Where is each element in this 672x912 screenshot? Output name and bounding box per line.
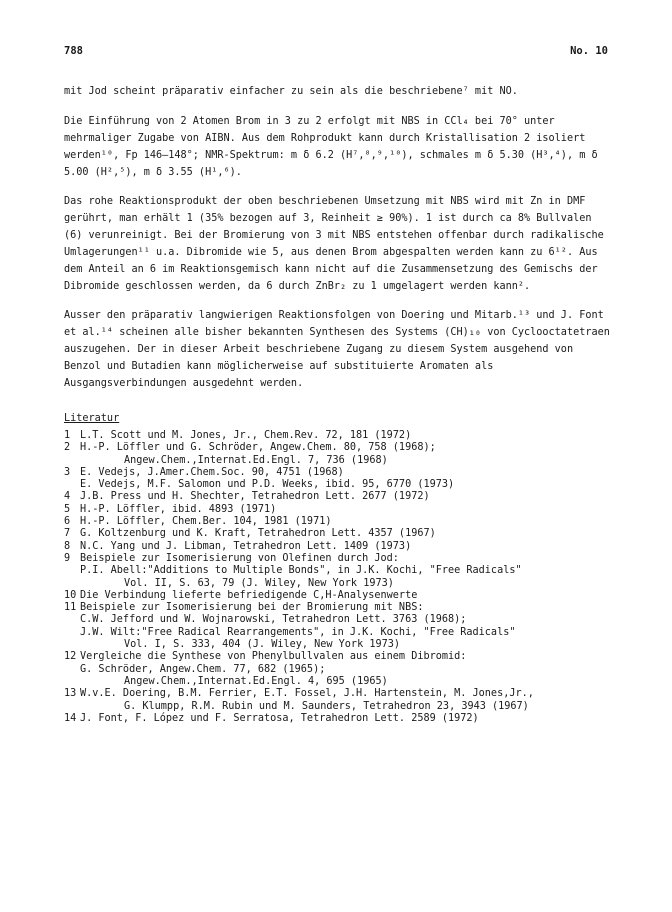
paragraph-2: Die Einführung von 2 Atomen Brom in 3 zu 2 erfolgt mit NBS in CCl₄ bei 70° unter mehrmaliger Zugabe von AIBN. Aus dem Rohprodukt kann durch Kristallisation 2 isoliert werden¹⁰, Fp 146–148°; NMR-Spektrum: m δ 6.2 (H⁷,⁸,⁹,¹⁰), schmales m δ 5.30 (H³,⁴), m δ 5.00 (H²,⁵), m δ 3.55 (H¹,⁶). xyxy=(64,116,598,178)
reference-item xyxy=(64,688,612,713)
literature-heading: Literatur xyxy=(64,413,120,424)
reference-line: Angew.Chem.,Internat.Ed.Engl. 4, 695 (1965) xyxy=(124,675,388,687)
reference-number: 5 xyxy=(64,503,71,515)
reference-number: 8 xyxy=(64,540,71,552)
reference-number: 2 xyxy=(64,442,71,454)
reference-list xyxy=(64,430,612,725)
reference-number: 10 xyxy=(64,589,77,601)
reference-number: 9 xyxy=(64,552,71,564)
reference-item xyxy=(64,590,612,602)
reference-line: Angew.Chem.,Internat.Ed.Engl. 7, 736 (1968) xyxy=(124,454,388,466)
reference-line: E. Vedejs, J.Amer.Chem.Soc. 90, 4751 (1968) xyxy=(80,466,344,478)
paragraph-1: mit Jod scheint präparativ einfacher zu sein als die beschriebene⁷ mit NO. xyxy=(64,86,518,97)
reference-item xyxy=(64,442,612,467)
reference-item xyxy=(64,504,612,516)
reference-item xyxy=(64,528,612,540)
reference-number: 3 xyxy=(64,466,71,478)
reference-line: G. Klumpp, R.M. Rubin und M. Saunders, Tetrahedron 23, 3943 (1967) xyxy=(124,700,529,712)
reference-number: 6 xyxy=(64,516,71,528)
reference-item xyxy=(64,602,612,651)
reference-line: L.T. Scott und M. Jones, Jr., Chem.Rev. 72, 181 (1972) xyxy=(80,430,412,441)
reference-line: C.W. Jefford und W. Wojnarowski, Tetrahedron Lett. 3763 (1968); xyxy=(80,614,467,626)
reference-line: E. Vedejs, M.F. Salomon und P.D. Weeks, ibid. 95, 6770 (1973) xyxy=(80,479,455,491)
reference-line: Beispiele zur Isomerisierung von Olefinen durch Jod: xyxy=(80,552,399,564)
reference-item xyxy=(64,651,612,688)
reference-line: Die Verbindung lieferte befriedigende C,H-Analysenwerte xyxy=(80,589,418,601)
reference-line: J.W. Wilt:"Free Radical Rearrangements", in J.K. Kochi, "Free Radicals" xyxy=(80,626,516,638)
reference-line: N.C. Yang und J. Libman, Tetrahedron Lett. 1409 (1973) xyxy=(80,540,412,552)
issue-number: No. 10 xyxy=(570,45,608,57)
reference-line: H.-P. Löffler, ibid. 4893 (1971) xyxy=(80,503,277,515)
article-body xyxy=(64,83,612,725)
reference-line: W.v.E. Doering, B.M. Ferrier, E.T. Fossel, J.H. Hartenstein, M. Jones,Jr., xyxy=(80,688,534,700)
reference-item xyxy=(64,430,612,442)
reference-item xyxy=(64,491,612,503)
reference-line: Beispiele zur Isomerisierung bei der Bromierung mit NBS: xyxy=(80,602,424,614)
reference-number: 4 xyxy=(64,491,71,503)
reference-number: 7 xyxy=(64,528,71,540)
reference-number: 1 xyxy=(64,430,71,441)
reference-line: G. Schröder, Angew.Chem. 77, 682 (1965); xyxy=(80,663,326,675)
reference-number: 13 xyxy=(64,688,77,700)
paragraph-3: Das rohe Reaktionsprodukt der oben beschriebenen Umsetzung mit NBS wird mit Zn in DMF gerührt, man erhält 1 (35% bezogen auf 3, Reinheit ≥ 90%). 1 ist durch ca 8% Bullvalen (6) verunreinigt. Bei der Bromierung von 3 mit NBS entstehen offenbar durch radikalische Umlagerungen¹¹ u.a. Dibromide wie 5, aus denen Brom abgespalten werden kann zu 6¹². Aus dem Anteil an 6 im Reaktionsgemisch kann nicht auf die Zusammensetzung des Gemischs der Dibromide geschlossen werden, da 6 durch ZnBr₂ zu 1 umgelagert werden kann². xyxy=(64,196,604,292)
reference-line: G. Koltzenburg und K. Kraft, Tetrahedron Lett. 4357 (1967) xyxy=(80,528,436,540)
reference-item xyxy=(64,516,612,528)
reference-item xyxy=(64,713,612,725)
reference-line: J.B. Press und H. Shechter, Tetrahedron Lett. 2677 (1972) xyxy=(80,491,430,503)
reference-line: P.I. Abell:"Additions to Multiple Bonds", in J.K. Kochi, "Free Radicals" xyxy=(80,565,522,577)
reference-line: Vol. II, S. 63, 79 (J. Wiley, New York 1973) xyxy=(124,577,394,589)
page-number: 788 xyxy=(64,45,83,57)
reference-number: 11 xyxy=(64,602,77,614)
paragraph-4: Ausser den präparativ langwierigen Reaktionsfolgen von Doering und Mitarb.¹³ und J. Font et al.¹⁴ scheinen alle bisher bekannten Synthesen des Systems (CH)₁₀ von Cyclooctatetraen auszugehen. Der in dieser Arbeit beschriebene Zugang zu diesem System ausgehend von Benzol und Butadien kann möglicherweise auf substituierte Aromaten als Ausgangsverbindungen ausgedehnt werden. xyxy=(64,310,610,389)
reference-item xyxy=(64,541,612,553)
reference-line: J. Font, F. López und F. Serratosa, Tetrahedron Lett. 2589 (1972) xyxy=(80,712,479,724)
reference-line: Vergleiche die Synthese von Phenylbullvalen aus einem Dibromid: xyxy=(80,651,467,663)
reference-line: H.-P. Löffler, Chem.Ber. 104, 1981 (1971) xyxy=(80,516,332,528)
reference-line: Vol. I, S. 333, 404 (J. Wiley, New York 1973) xyxy=(124,639,401,651)
reference-item xyxy=(64,467,612,492)
reference-number: 14 xyxy=(64,712,77,724)
reference-item xyxy=(64,553,612,590)
reference-number: 12 xyxy=(64,651,77,663)
reference-line: H.-P. Löffler und G. Schröder, Angew.Chem. 80, 758 (1968); xyxy=(80,442,436,454)
